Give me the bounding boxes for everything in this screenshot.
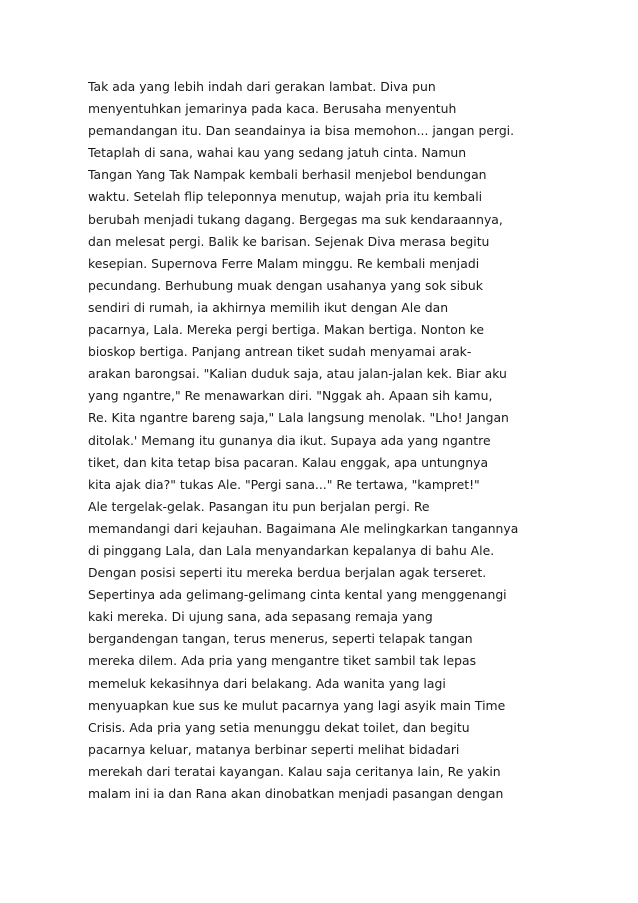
text-line: kita ajak dia?" tukas Ale. "Pergi sana..." Re tertawa, "kampret!" <box>88 476 480 492</box>
text-line: pacarnya keluar, matanya berbinar seperti melihat bidadari <box>88 741 460 757</box>
text-line: Dengan posisi seperti itu mereka berdua berjalan agak terseret. <box>88 565 487 581</box>
text-line: Sepertinya ada gelimang-gelimang cinta kental yang menggenangi <box>88 587 507 603</box>
text-line: arakan barongsai. "Kalian duduk saja, atau jalan-jalan kek. Biar aku <box>88 366 507 382</box>
text-line: menyentuhkan jemarinya pada kaca. Berusaha menyentuh <box>88 101 457 117</box>
text-line: di pinggang Lala, dan Lala menyandarkan kepalanya di bahu Ale. <box>88 542 495 558</box>
text-line: Crisis. Ada pria yang setia menunggu dekat toilet, dan begitu <box>88 719 470 735</box>
text-line: ditolak.' Memang itu gunanya dia ikut. Supaya ada yang ngantre <box>88 432 491 448</box>
text-line: Tetaplah di sana, wahai kau yang sedang jatuh cinta. Namun <box>88 145 467 161</box>
text-line: bergandengan tangan, terus menerus, seperti telapak tangan <box>88 631 473 647</box>
text-line: yang ngantre," Re menawarkan diri. "Nggak ah. Apaan sih kamu, <box>88 388 493 404</box>
text-line: Tangan Yang Tak Nampak kembali berhasil menjebol bendungan <box>88 167 487 183</box>
text-line: berubah menjadi tukang dagang. Bergegas ma suk kendaraannya, <box>88 211 503 227</box>
text-line: pecundang. Berhubung muak dengan usahanya yang sok sibuk <box>88 277 483 293</box>
text-line: pemandangan itu. Dan seandainya ia bisa memohon... jangan pergi. <box>88 123 515 139</box>
body-text <box>88 76 558 805</box>
text-line: waktu. Setelah flip teleponnya menutup, wajah pria itu kembali <box>88 189 483 205</box>
text-line: menyuapkan kue sus ke mulut pacarnya yang lagi asyik main Time <box>88 697 506 713</box>
text-line: malam ini ia dan Rana akan dinobatkan menjadi pasangan dengan <box>88 786 504 801</box>
text-line: pacarnya, Lala. Mereka pergi bertiga. Makan bertiga. Nonton ke <box>88 322 485 338</box>
text-line: dan melesat pergi. Balik ke barisan. Sejenak Diva merasa begitu <box>88 233 490 249</box>
text-line: mereka dilem. Ada pria yang mengantre tiket sambil tak lepas <box>88 653 477 669</box>
text-line: sendiri di rumah, ia akhirnya memilih ikut dengan Ale dan <box>88 299 449 315</box>
text-line: merekah dari teratai kayangan. Kalau saja ceritanya lain, Re yakin <box>88 763 501 779</box>
text-line: Tak ada yang lebih indah dari gerakan lambat. Diva pun <box>88 79 436 94</box>
text-line: kesepian. Supernova Ferre Malam minggu. Re kembali menjadi <box>88 255 480 271</box>
text-line: Re. Kita ngantre bareng saja," Lala langsung menolak. "Lho! Jangan <box>88 410 509 426</box>
text-line: memeluk kekasihnya dari belakang. Ada wanita yang lagi <box>88 675 446 691</box>
text-line: bioskop bertiga. Panjang antrean tiket sudah menyamai arak- <box>88 344 472 360</box>
text-line: kaki mereka. Di ujung sana, ada sepasang remaja yang <box>88 609 433 625</box>
text-line: Ale tergelak-gelak. Pasangan itu pun berjalan pergi. Re <box>88 498 430 514</box>
text-line: tiket, dan kita tetap bisa pacaran. Kalau enggak, apa untungnya <box>88 454 489 470</box>
text-line: memandangi dari kejauhan. Bagaimana Ale melingkarkan tangannya <box>88 520 519 536</box>
